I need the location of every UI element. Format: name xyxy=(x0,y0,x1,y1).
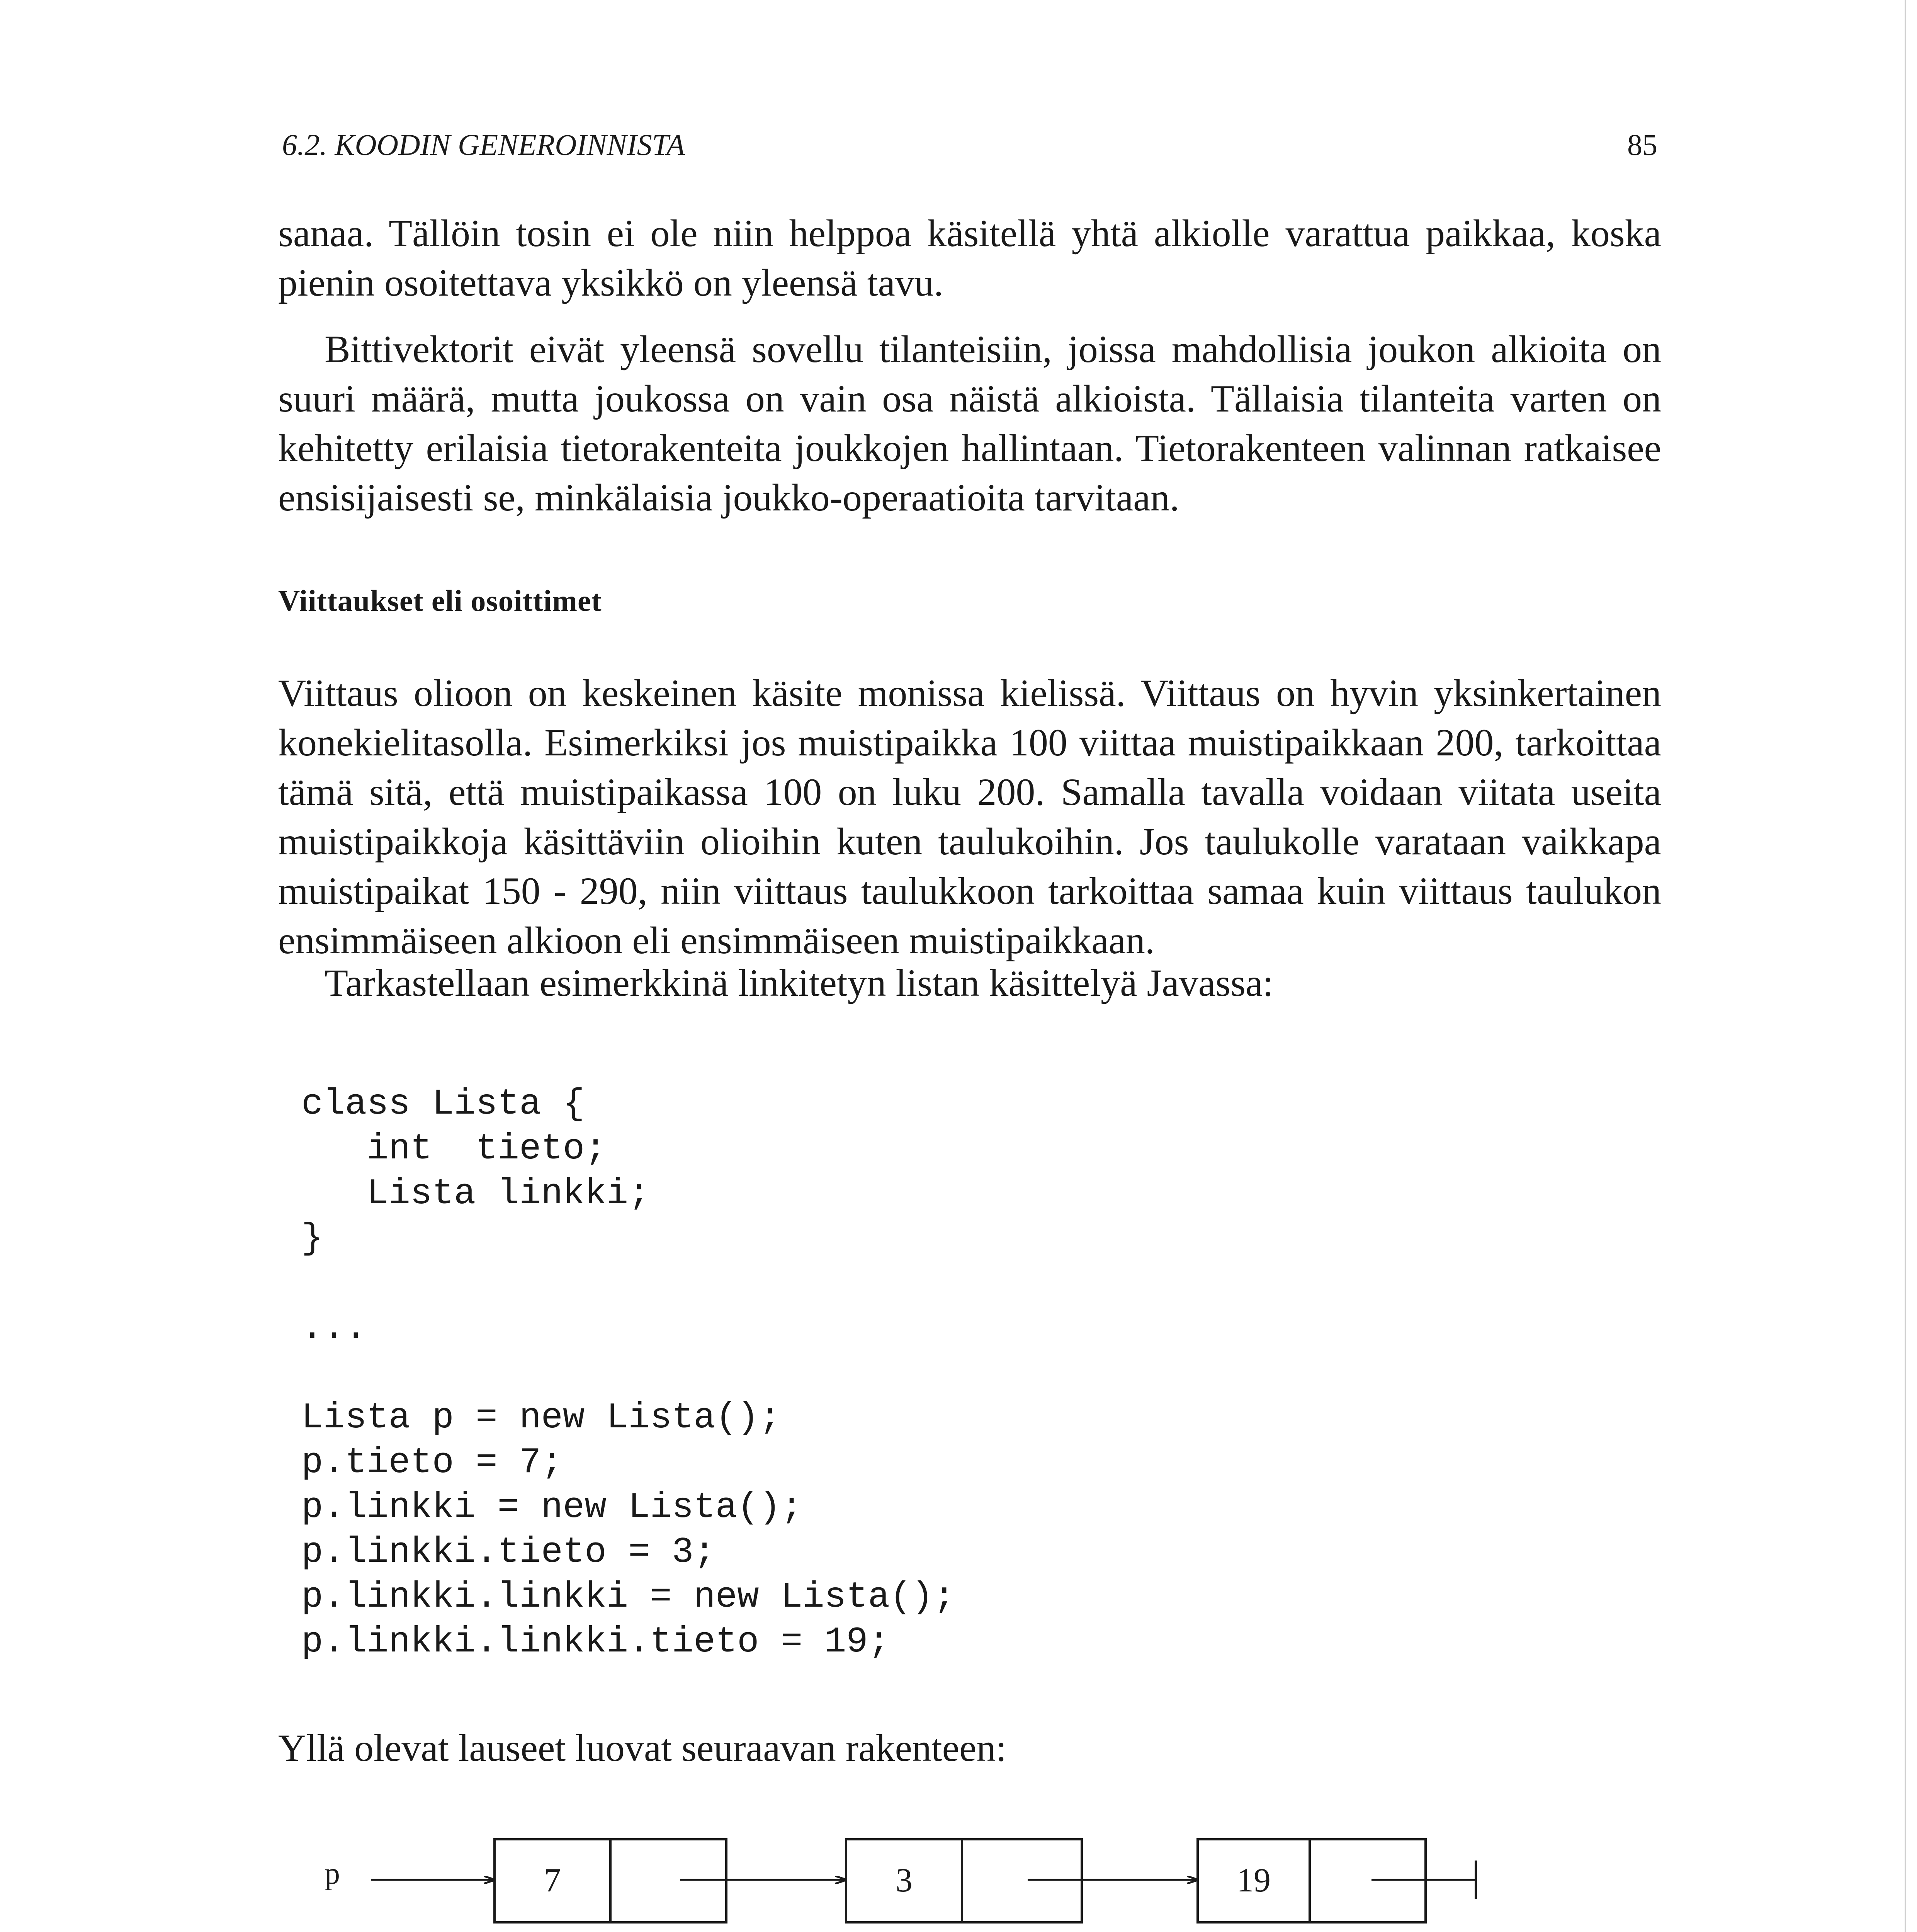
code-line: p.linkki.linkki = new Lista(); xyxy=(301,1577,955,1618)
code-line: p.tieto = 7; xyxy=(301,1442,563,1483)
paragraph-4: Tarkastellaan esimerkkinä linkitetyn listan käsittelyä Javassa: xyxy=(325,961,1274,1004)
page-number: 85 xyxy=(1627,128,1657,162)
paragraph-5: Yllä olevat lauseet luovat seuraavan rakenteen: xyxy=(278,1726,1007,1769)
code-block xyxy=(301,1082,955,1665)
code-line xyxy=(301,1261,955,1306)
code-line: class Lista { xyxy=(301,1084,585,1125)
running-header xyxy=(282,128,1657,170)
code-line xyxy=(301,1351,955,1396)
code-line: Lista linkki; xyxy=(301,1173,650,1214)
code-line: p.linkki = new Lista(); xyxy=(301,1487,803,1528)
code-line: p.linkki.tieto = 3; xyxy=(301,1532,715,1573)
scan-edge-line xyxy=(1905,0,1906,1932)
node-2-value: 3 xyxy=(896,1862,913,1899)
node-3-value: 19 xyxy=(1237,1862,1271,1899)
header-section-title: 6.2. KOODIN GENEROINNISTA xyxy=(282,128,685,162)
pointer-label-p: p xyxy=(325,1857,340,1891)
code-line: } xyxy=(301,1218,323,1259)
code-line: Lista p = new Lista(); xyxy=(301,1398,781,1439)
paragraph-2: Bittivektorit eivät yleensä sovellu tilanteisiin, joissa mahdollisia joukon alkioita on suuri määrä, mutta joukossa on vain osa näistä alkioista. Tällaisia tilanteita varten on kehitetty erilaisia tietorakenteita joukkojen hallintaan. Tietorakenteen valinnan ratkaisee ensisijaisesti se, minkälaisia joukko-operaatioita tarvitaan. xyxy=(278,328,1661,519)
linked-list-svg xyxy=(294,1816,1530,1932)
section-heading: Viittaukset eli osoittimet xyxy=(278,584,602,617)
node-1-value: 7 xyxy=(544,1862,561,1899)
code-line: p.linkki.linkki.tieto = 19; xyxy=(301,1622,890,1663)
code-line: int tieto; xyxy=(301,1129,607,1170)
linked-list-diagram xyxy=(294,1816,1530,1932)
paragraph-1: sanaa. Tällöin tosin ei ole niin helppoa käsitellä yhtä alkiolle varattua paikkaa, koska pienin osoitettava yksikkö on yleensä tavu. xyxy=(278,212,1661,304)
code-line: ... xyxy=(301,1308,367,1349)
paragraph-3: Viittaus olioon on keskeinen käsite monissa kielissä. Viittaus on hyvin yksinkertainen konekielitasolla. Esimerkiksi jos muistipaikka 100 viittaa muistipaikkaan 200, tarkoittaa tämä sitä, että muistipaikassa 100 on luku 200. Samalla tavalla voidaan viitata useita muistipaikkoja käsittäviin olioihin kuten taulukoihin. Jos taulukolle varataan vaikkapa muistipaikat 150 - 290, niin viittaus taulukkoon tarkoittaa samaa kuin viittaus taulukon ensimmäiseen alkioon eli ensimmäiseen muistipaikkaan. xyxy=(278,672,1661,962)
